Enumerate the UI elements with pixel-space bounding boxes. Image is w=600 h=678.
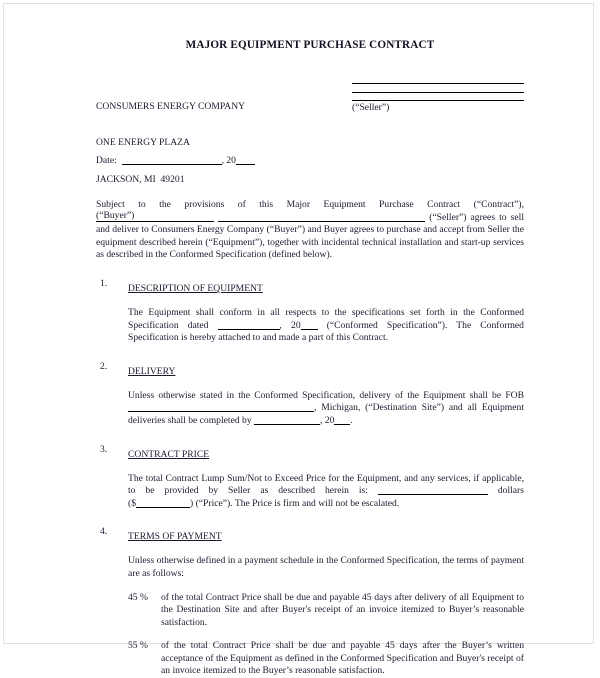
section-title-2: DELIVERY bbox=[128, 366, 175, 377]
document-content bbox=[96, 4, 524, 678]
section-number-2: 2. bbox=[100, 361, 107, 372]
conformed-spec-date-blank-field[interactable] bbox=[218, 329, 280, 330]
section-title-1: DESCRIPTION OF EQUIPMENT bbox=[128, 283, 263, 294]
section-2-text-part-2: , Michigan, (“Destination Site”) and all Equipment deliveries shall be completed by bbox=[128, 402, 524, 426]
payment-terms-list bbox=[128, 592, 524, 678]
section-number-3: 3. bbox=[100, 444, 107, 455]
seller-label: (“Seller”) bbox=[352, 102, 524, 114]
section-body-3 bbox=[128, 473, 524, 511]
delivery-date-blank-field[interactable] bbox=[254, 424, 320, 425]
section-body-4 bbox=[128, 555, 524, 580]
payment-percent-2: 55 % bbox=[128, 640, 148, 653]
buyer-block bbox=[96, 77, 245, 246]
page-title: MAJOR EQUIPMENT PURCHASE CONTRACT bbox=[96, 39, 524, 51]
payment-text-2: of the total Contract Price shall be due and payable 45 days after the Buyer’s written acceptance of the Equipment as defined in the Conformed Specification and Buyer's receipt of an invoice itemized to the Buyer’s reasonable satisfaction. bbox=[161, 640, 524, 676]
seller-signature-rule-1[interactable] bbox=[352, 83, 524, 84]
section-3-text-part-1: The total Contract Lump Sum/Not to Exceed Price for the Equipment, and any services, if applicable, to be provided by Seller as described herein is: bbox=[128, 473, 524, 497]
seller-signature-rule-3[interactable] bbox=[352, 100, 524, 101]
section-2-text-part-4: . bbox=[350, 415, 352, 426]
section-title-4: TERMS OF PAYMENT bbox=[128, 531, 222, 542]
buyer-address-line-1: ONE ENERGY PLAZA bbox=[96, 137, 245, 149]
buyer-label: (“Buyer”) bbox=[96, 210, 245, 222]
payment-term-item bbox=[128, 592, 524, 630]
section-contract-price bbox=[96, 444, 524, 511]
conformed-spec-year-blank-field[interactable] bbox=[301, 329, 318, 330]
subject-rest-text: (“Seller”) agrees to sell and deliver to Consumers Energy Company (“Buyer”) and Buyer agrees to purchase and accept from Seller the equipment described herein (“Equipment”), together with incidental technical installation and start-up services as described in the Conformed Specification (defined below). bbox=[96, 212, 524, 261]
section-number-4: 4. bbox=[100, 526, 107, 537]
parties-block bbox=[96, 77, 524, 129]
delivery-year-blank-field[interactable] bbox=[334, 424, 350, 425]
section-3-text-part-3: ($ bbox=[128, 498, 136, 509]
price-words-blank-field[interactable] bbox=[378, 494, 488, 495]
section-1-text-part-3: (“Conformed Specification”). The Conformed Specification is hereby attached to and made a part of this Contract. bbox=[128, 320, 524, 344]
seller-signature-rule-2[interactable] bbox=[352, 92, 524, 93]
section-number-1: 1. bbox=[100, 278, 107, 289]
payment-percent-1: 45 % bbox=[128, 592, 148, 605]
subject-lead-text: Subject to the provisions of this Major Equipment Purchase Contract (“Contract”), bbox=[96, 199, 524, 210]
section-title-3: CONTRACT PRICE bbox=[128, 449, 209, 460]
buyer-name: CONSUMERS ENERGY COMPANY bbox=[96, 101, 245, 113]
section-terms-of-payment bbox=[96, 526, 524, 678]
section-2-text-part-3: , 20 bbox=[320, 415, 334, 426]
section-2-text-part-1: Unless otherwise stated in the Conformed Specification, delivery of the Equipment shall be FOB bbox=[128, 390, 524, 401]
section-body-2 bbox=[128, 390, 524, 428]
section-body-1 bbox=[128, 307, 524, 345]
section-1-text-part-1: The Equipment shall conform in all respects to the specifications set forth in the Conformed Specification dated bbox=[128, 307, 524, 331]
section-3-text-part-4: ) (“Price”). The Price is firm and will not be escalated. bbox=[190, 498, 399, 509]
buyer-address-line-2: JACKSON, MI 49201 bbox=[96, 174, 245, 186]
section-delivery bbox=[96, 361, 524, 428]
date-label: Date: bbox=[96, 155, 117, 166]
document-page bbox=[3, 3, 594, 644]
payment-term-item bbox=[128, 640, 524, 678]
section-3-text-part-2: dollars bbox=[498, 485, 524, 496]
seller-name-blank-field-2[interactable] bbox=[218, 221, 425, 222]
date-year-prefix: , 20 bbox=[222, 155, 236, 166]
price-amount-blank-field[interactable] bbox=[136, 507, 190, 508]
destination-site-blank-field[interactable] bbox=[128, 411, 314, 412]
seller-block bbox=[352, 77, 524, 114]
payment-text-1: of the total Contract Price shall be due and payable 45 days after delivery of all Equipment to the Destination Site and after Buyer's receipt of an invoice itemized to Buyer’s reasonable satisfaction. bbox=[161, 592, 524, 628]
section-1-text-part-2: , 20 bbox=[280, 320, 301, 331]
section-4-text-part-1: Unless otherwise defined in a payment schedule in the Conformed Specification, the terms of payment are as follows: bbox=[128, 555, 524, 579]
section-description-of-equipment bbox=[96, 278, 524, 345]
